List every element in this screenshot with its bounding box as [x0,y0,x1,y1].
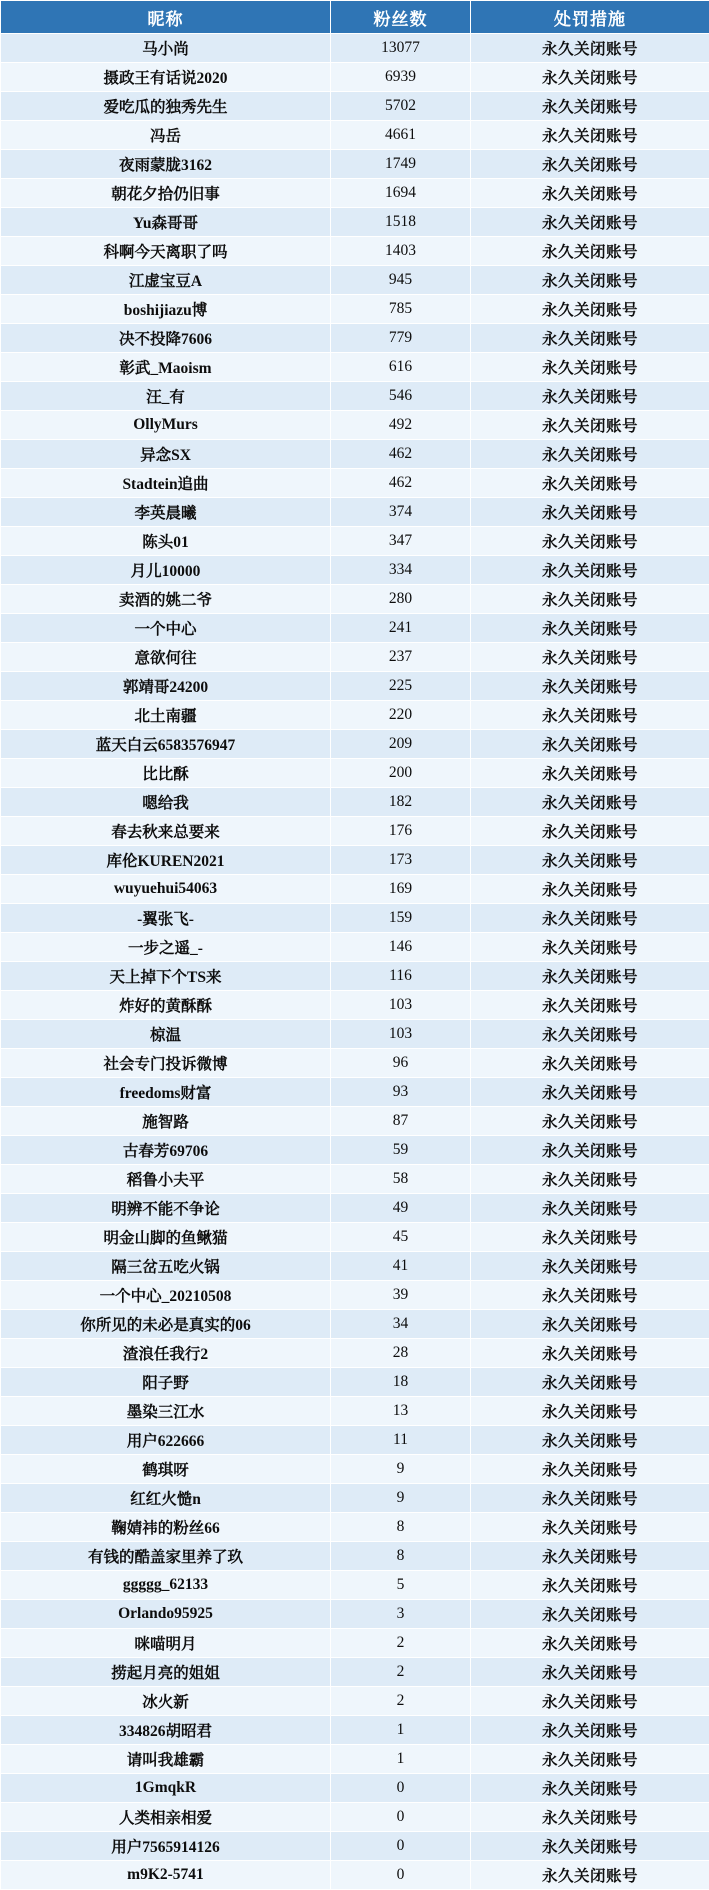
cell-nickname: 社会专门投诉微博 [1,1049,331,1078]
cell-nickname: -翼张飞- [1,904,331,933]
cell-fans-count: 0 [331,1803,471,1832]
cell-fans-count: 220 [331,701,471,730]
table-row [1,92,709,121]
cell-nickname: 彰武_Maoism [1,353,331,382]
cell-punishment-action: 永久关闭账号 [471,1397,709,1426]
cell-fans-count: 1 [331,1745,471,1774]
table-row [1,1194,709,1223]
cell-fans-count: 9 [331,1455,471,1484]
cell-fans-count: 225 [331,672,471,701]
table-row [1,1861,709,1890]
cell-nickname: 嗯给我 [1,788,331,817]
cell-punishment-action: 永久关闭账号 [471,411,709,440]
cell-fans-count: 209 [331,730,471,759]
cell-punishment-action: 永久关闭账号 [471,498,709,527]
cell-nickname: 陈头01 [1,527,331,556]
cell-nickname: 卖酒的姚二爷 [1,585,331,614]
cell-nickname: 月儿10000 [1,556,331,585]
cell-fans-count: 13077 [331,34,471,63]
cell-punishment-action: 永久关闭账号 [471,991,709,1020]
cell-fans-count: 2 [331,1658,471,1687]
cell-punishment-action: 永久关闭账号 [471,1078,709,1107]
cell-fans-count: 9 [331,1484,471,1513]
table-row [1,1716,709,1745]
cell-fans-count: 334 [331,556,471,585]
table-row [1,1774,709,1803]
cell-punishment-action: 永久关闭账号 [471,1165,709,1194]
cell-fans-count: 462 [331,440,471,469]
cell-punishment-action: 永久关闭账号 [471,1339,709,1368]
cell-nickname: 墨染三江水 [1,1397,331,1426]
cell-punishment-action: 永久关闭账号 [471,1600,709,1629]
column-header-nickname: 昵称 [1,1,331,34]
cell-nickname: 渣浪任我行2 [1,1339,331,1368]
cell-fans-count: 347 [331,527,471,556]
cell-fans-count: 8 [331,1513,471,1542]
cell-fans-count: 18 [331,1368,471,1397]
table-row [1,643,709,672]
cell-nickname: 异念SX [1,440,331,469]
cell-fans-count: 28 [331,1339,471,1368]
cell-fans-count: 1749 [331,150,471,179]
table-row [1,672,709,701]
cell-fans-count: 785 [331,295,471,324]
table-row [1,353,709,382]
cell-punishment-action: 永久关闭账号 [471,788,709,817]
cell-nickname: 古春芳69706 [1,1136,331,1165]
cell-fans-count: 34 [331,1310,471,1339]
table-row [1,1687,709,1716]
cell-nickname: 春去秋来总要来 [1,817,331,846]
cell-punishment-action: 永久关闭账号 [471,208,709,237]
table-row [1,962,709,991]
cell-punishment-action: 永久关闭账号 [471,121,709,150]
table-row [1,1252,709,1281]
table-row [1,991,709,1020]
cell-fans-count: 49 [331,1194,471,1223]
table-row [1,1629,709,1658]
cell-fans-count: 5 [331,1571,471,1600]
table-row [1,730,709,759]
cell-fans-count: 492 [331,411,471,440]
cell-nickname: 施智路 [1,1107,331,1136]
cell-fans-count: 96 [331,1049,471,1078]
cell-punishment-action: 永久关闭账号 [471,1745,709,1774]
cell-nickname: Stadtein追曲 [1,469,331,498]
cell-punishment-action: 永久关闭账号 [471,1368,709,1397]
cell-punishment-action: 永久关闭账号 [471,469,709,498]
cell-punishment-action: 永久关闭账号 [471,701,709,730]
cell-fans-count: 8 [331,1542,471,1571]
cell-nickname: 有钱的酷盖家里养了玖 [1,1542,331,1571]
cell-fans-count: 176 [331,817,471,846]
cell-nickname: 夜雨蒙胧3162 [1,150,331,179]
table-row [1,1339,709,1368]
table-row [1,701,709,730]
table-row [1,875,709,904]
column-header-fans: 粉丝数 [331,1,471,34]
table-row [1,788,709,817]
table-row [1,1803,709,1832]
cell-punishment-action: 永久关闭账号 [471,440,709,469]
cell-nickname: 江虚宝豆A [1,266,331,295]
cell-punishment-action: 永久关闭账号 [471,1687,709,1716]
cell-nickname: 科啊今天离职了吗 [1,237,331,266]
cell-fans-count: 41 [331,1252,471,1281]
cell-punishment-action: 永久关闭账号 [471,1803,709,1832]
table-row [1,1426,709,1455]
cell-punishment-action: 永久关闭账号 [471,1107,709,1136]
cell-punishment-action: 永久关闭账号 [471,295,709,324]
cell-nickname: 鞠婧祎的粉丝66 [1,1513,331,1542]
cell-fans-count: 3 [331,1600,471,1629]
cell-punishment-action: 永久关闭账号 [471,1136,709,1165]
table-row [1,1368,709,1397]
cell-fans-count: 45 [331,1223,471,1252]
cell-punishment-action: 永久关闭账号 [471,1861,709,1890]
table-row [1,904,709,933]
cell-nickname: 用户622666 [1,1426,331,1455]
table-row [1,1107,709,1136]
cell-nickname: m9K2-5741 [1,1861,331,1890]
table-row [1,933,709,962]
cell-fans-count: 13 [331,1397,471,1426]
table-row [1,179,709,208]
table-row [1,1600,709,1629]
cell-fans-count: 6939 [331,63,471,92]
table-row [1,150,709,179]
cell-nickname: Orlando95925 [1,1600,331,1629]
table-row [1,1571,709,1600]
table-row [1,121,709,150]
cell-punishment-action: 永久关闭账号 [471,266,709,295]
table-row [1,498,709,527]
cell-fans-count: 616 [331,353,471,382]
cell-fans-count: 0 [331,1774,471,1803]
cell-punishment-action: 永久关闭账号 [471,1774,709,1803]
cell-fans-count: 374 [331,498,471,527]
cell-fans-count: 0 [331,1832,471,1861]
cell-fans-count: 103 [331,1020,471,1049]
cell-punishment-action: 永久关闭账号 [471,672,709,701]
table-row [1,1281,709,1310]
table-row [1,63,709,92]
table-row [1,556,709,585]
cell-nickname: 意欲何往 [1,643,331,672]
cell-punishment-action: 永久关闭账号 [471,1281,709,1310]
cell-punishment-action: 永久关闭账号 [471,1223,709,1252]
cell-punishment-action: 永久关闭账号 [471,1542,709,1571]
cell-fans-count: 945 [331,266,471,295]
table-header [1,1,709,34]
cell-nickname: 人类相亲相爱 [1,1803,331,1832]
cell-fans-count: 2 [331,1629,471,1658]
table-row [1,1310,709,1339]
cell-punishment-action: 永久关闭账号 [471,556,709,585]
cell-nickname: 椋温 [1,1020,331,1049]
table-row [1,1165,709,1194]
cell-nickname: 冰火新 [1,1687,331,1716]
cell-nickname: 蓝天白云6583576947 [1,730,331,759]
table-row [1,1484,709,1513]
cell-punishment-action: 永久关闭账号 [471,34,709,63]
cell-punishment-action: 永久关闭账号 [471,1310,709,1339]
cell-nickname: 明金山脚的鱼鳅猫 [1,1223,331,1252]
cell-nickname: 1GmqkR [1,1774,331,1803]
column-header-action: 处罚措施 [471,1,709,34]
cell-punishment-action: 永久关闭账号 [471,92,709,121]
cell-nickname: 马小尚 [1,34,331,63]
cell-fans-count: 5702 [331,92,471,121]
table-row [1,237,709,266]
cell-nickname: 鹤琪呀 [1,1455,331,1484]
cell-punishment-action: 永久关闭账号 [471,759,709,788]
cell-fans-count: 116 [331,962,471,991]
cell-nickname: 摄政王有话说2020 [1,63,331,92]
cell-fans-count: 237 [331,643,471,672]
cell-fans-count: 169 [331,875,471,904]
table-row [1,266,709,295]
table-row [1,411,709,440]
cell-nickname: 决不投降7606 [1,324,331,353]
cell-punishment-action: 永久关闭账号 [471,1629,709,1658]
table-row [1,324,709,353]
table-row [1,759,709,788]
cell-fans-count: 93 [331,1078,471,1107]
cell-nickname: 冯岳 [1,121,331,150]
cell-punishment-action: 永久关闭账号 [471,63,709,92]
cell-nickname: 红红火慥n [1,1484,331,1513]
cell-fans-count: 182 [331,788,471,817]
cell-fans-count: 2 [331,1687,471,1716]
cell-nickname: 北土南疆 [1,701,331,730]
cell-nickname: 汪_有 [1,382,331,411]
cell-nickname: ggggg_62133 [1,1571,331,1600]
table-row [1,1542,709,1571]
table-row [1,469,709,498]
cell-punishment-action: 永久关闭账号 [471,237,709,266]
cell-fans-count: 87 [331,1107,471,1136]
cell-fans-count: 11 [331,1426,471,1455]
table-row [1,1455,709,1484]
table-row [1,208,709,237]
table-row [1,1049,709,1078]
table-row [1,614,709,643]
table-row [1,382,709,411]
table-row [1,1745,709,1774]
cell-punishment-action: 永久关闭账号 [471,324,709,353]
cell-nickname: 爱吃瓜的独秀先生 [1,92,331,121]
cell-nickname: freedoms财富 [1,1078,331,1107]
cell-nickname: 334826胡昭君 [1,1716,331,1745]
cell-fans-count: 1518 [331,208,471,237]
cell-punishment-action: 永久关闭账号 [471,150,709,179]
cell-fans-count: 173 [331,846,471,875]
cell-nickname: 明辨不能不争论 [1,1194,331,1223]
cell-fans-count: 4661 [331,121,471,150]
cell-punishment-action: 永久关闭账号 [471,1194,709,1223]
table-row [1,1513,709,1542]
cell-nickname: 隔三岔五吃火锅 [1,1252,331,1281]
cell-nickname: 你所见的未必是真实的06 [1,1310,331,1339]
cell-nickname: boshijiazu博 [1,295,331,324]
cell-punishment-action: 永久关闭账号 [471,817,709,846]
table-row [1,527,709,556]
table-row [1,1136,709,1165]
cell-fans-count: 200 [331,759,471,788]
cell-fans-count: 1403 [331,237,471,266]
cell-punishment-action: 永久关闭账号 [471,1484,709,1513]
cell-nickname: 一个中心 [1,614,331,643]
cell-fans-count: 546 [331,382,471,411]
table-row [1,585,709,614]
cell-punishment-action: 永久关闭账号 [471,585,709,614]
cell-punishment-action: 永久关闭账号 [471,614,709,643]
cell-fans-count: 146 [331,933,471,962]
cell-punishment-action: 永久关闭账号 [471,1832,709,1861]
cell-punishment-action: 永久关闭账号 [471,643,709,672]
cell-fans-count: 462 [331,469,471,498]
cell-punishment-action: 永久关闭账号 [471,875,709,904]
cell-nickname: 天上掉下个TS来 [1,962,331,991]
cell-nickname: 库伦KUREN2021 [1,846,331,875]
table-row [1,1397,709,1426]
cell-punishment-action: 永久关闭账号 [471,730,709,759]
cell-punishment-action: 永久关闭账号 [471,527,709,556]
cell-nickname: OllyMurs [1,411,331,440]
cell-fans-count: 779 [331,324,471,353]
table-row [1,34,709,63]
cell-punishment-action: 永久关闭账号 [471,1426,709,1455]
cell-fans-count: 59 [331,1136,471,1165]
cell-nickname: 郭靖哥24200 [1,672,331,701]
cell-punishment-action: 永久关闭账号 [471,1513,709,1542]
table-row [1,817,709,846]
cell-nickname: 炸好的黄酥酥 [1,991,331,1020]
cell-fans-count: 280 [331,585,471,614]
table-body [1,34,709,1890]
cell-punishment-action: 永久关闭账号 [471,1252,709,1281]
table-row [1,1020,709,1049]
cell-nickname: 一个中心_20210508 [1,1281,331,1310]
table-row [1,1078,709,1107]
table-row [1,1832,709,1861]
cell-nickname: 用户7565914126 [1,1832,331,1861]
cell-nickname: Yu森哥哥 [1,208,331,237]
cell-fans-count: 1 [331,1716,471,1745]
cell-nickname: 咪喵明月 [1,1629,331,1658]
cell-punishment-action: 永久关闭账号 [471,382,709,411]
cell-punishment-action: 永久关闭账号 [471,1571,709,1600]
cell-punishment-action: 永久关闭账号 [471,1658,709,1687]
cell-nickname: 请叫我雄霸 [1,1745,331,1774]
cell-punishment-action: 永久关闭账号 [471,933,709,962]
cell-fans-count: 159 [331,904,471,933]
cell-punishment-action: 永久关闭账号 [471,1455,709,1484]
cell-nickname: 稻鲁小夫平 [1,1165,331,1194]
cell-punishment-action: 永久关闭账号 [471,353,709,382]
table-row [1,1658,709,1687]
table-header-row [1,1,709,34]
cell-punishment-action: 永久关闭账号 [471,1020,709,1049]
cell-fans-count: 39 [331,1281,471,1310]
table-row [1,846,709,875]
cell-punishment-action: 永久关闭账号 [471,904,709,933]
cell-punishment-action: 永久关闭账号 [471,846,709,875]
cell-nickname: 一步之遥_- [1,933,331,962]
cell-fans-count: 58 [331,1165,471,1194]
table-row [1,1223,709,1252]
cell-fans-count: 1694 [331,179,471,208]
table-row [1,295,709,324]
cell-nickname: wuyuehui54063 [1,875,331,904]
cell-nickname: 比比酥 [1,759,331,788]
cell-fans-count: 0 [331,1861,471,1890]
cell-nickname: 捞起月亮的姐姐 [1,1658,331,1687]
table-row [1,440,709,469]
cell-fans-count: 241 [331,614,471,643]
cell-fans-count: 103 [331,991,471,1020]
cell-punishment-action: 永久关闭账号 [471,962,709,991]
cell-nickname: 朝花夕拾仍旧事 [1,179,331,208]
cell-punishment-action: 永久关闭账号 [471,1049,709,1078]
cell-nickname: 阳子野 [1,1368,331,1397]
cell-punishment-action: 永久关闭账号 [471,179,709,208]
cell-punishment-action: 永久关闭账号 [471,1716,709,1745]
cell-nickname: 李英晨曦 [1,498,331,527]
